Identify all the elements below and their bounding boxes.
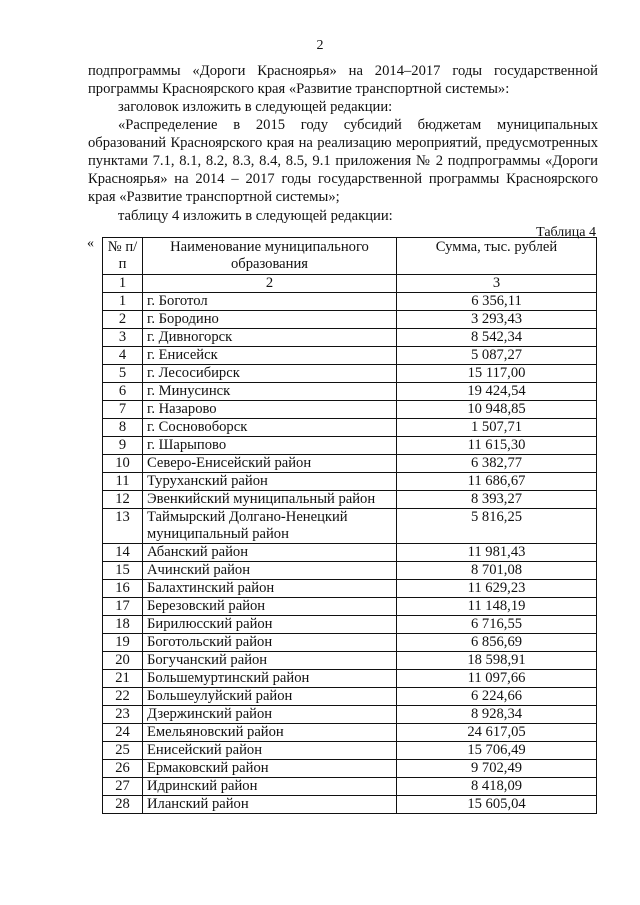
row-number: 10: [103, 455, 143, 473]
table-row: [103, 347, 597, 365]
row-sum: 6 224,66: [397, 688, 597, 706]
row-number: 22: [103, 688, 143, 706]
row-municipality: Дзержинский район: [143, 706, 397, 724]
row-sum: 11 615,30: [397, 437, 597, 455]
table-row: [103, 580, 597, 598]
row-sum: 3 293,43: [397, 311, 597, 329]
row-number: 13: [103, 509, 143, 544]
row-number: 8: [103, 419, 143, 437]
table-header-row: [103, 238, 597, 275]
row-municipality: г. Боготол: [143, 293, 397, 311]
row-municipality: Боготольский район: [143, 634, 397, 652]
table-row: [103, 311, 597, 329]
row-sum: 8 393,27: [397, 491, 597, 509]
row-number: 17: [103, 598, 143, 616]
row-sum: 9 702,49: [397, 760, 597, 778]
table-row: [103, 724, 597, 742]
row-number: 2: [103, 311, 143, 329]
row-number: 4: [103, 347, 143, 365]
table-row: [103, 760, 597, 778]
row-sum: 8 928,34: [397, 706, 597, 724]
row-municipality: Енисейский район: [143, 742, 397, 760]
table-row: [103, 437, 597, 455]
subsidy-table: [102, 237, 597, 814]
row-number: 9: [103, 437, 143, 455]
row-municipality: Емельяновский район: [143, 724, 397, 742]
intro-paragraph: подпрограммы «Дороги Красноярья» на 2014–2017 годы государственной программы Красноярского края «Развитие транспортной системы»:: [88, 63, 598, 97]
table-row: [103, 365, 597, 383]
row-municipality: Северо-Енисейский район: [143, 455, 397, 473]
row-municipality: Идринский район: [143, 778, 397, 796]
row-number: 11: [103, 473, 143, 491]
row-municipality: г. Лесосибирск: [143, 365, 397, 383]
row-municipality: Балахтинский район: [143, 580, 397, 598]
row-sum: 11 981,43: [397, 544, 597, 562]
table-row: [103, 796, 597, 814]
row-number: 19: [103, 634, 143, 652]
heading-instruction: заголовок изложить в следующей редакции:: [118, 99, 393, 115]
table-row: [103, 329, 597, 347]
table-row: [103, 455, 597, 473]
table-row: [103, 670, 597, 688]
row-sum: 11 629,23: [397, 580, 597, 598]
row-municipality: Богучанский район: [143, 652, 397, 670]
column-index-cell: 2: [143, 275, 397, 293]
row-number: 27: [103, 778, 143, 796]
row-number: 20: [103, 652, 143, 670]
row-sum: 6 716,55: [397, 616, 597, 634]
table-instruction: таблицу 4 изложить в следующей редакции:: [118, 208, 393, 224]
row-number: 18: [103, 616, 143, 634]
row-number: 23: [103, 706, 143, 724]
row-sum: 6 356,11: [397, 293, 597, 311]
table-row: [103, 509, 597, 544]
row-municipality: Бирилюсский район: [143, 616, 397, 634]
row-number: 5: [103, 365, 143, 383]
table-row: [103, 473, 597, 491]
row-municipality: Туруханский район: [143, 473, 397, 491]
row-sum: 1 507,71: [397, 419, 597, 437]
row-sum: 6 382,77: [397, 455, 597, 473]
table-open-quote: «: [87, 236, 94, 251]
row-municipality: Иланский район: [143, 796, 397, 814]
row-number: 1: [103, 293, 143, 311]
row-number: 26: [103, 760, 143, 778]
table-row: [103, 652, 597, 670]
table-row: [103, 293, 597, 311]
row-number: 12: [103, 491, 143, 509]
row-number: 21: [103, 670, 143, 688]
row-number: 24: [103, 724, 143, 742]
row-municipality: Эвенкийский муниципальный район: [143, 491, 397, 509]
row-municipality: Березовский район: [143, 598, 397, 616]
row-sum: 15 117,00: [397, 365, 597, 383]
row-sum: 11 148,19: [397, 598, 597, 616]
row-sum: 15 605,04: [397, 796, 597, 814]
row-municipality: г. Сосновоборск: [143, 419, 397, 437]
row-municipality: Большеулуйский район: [143, 688, 397, 706]
page-number: 2: [316, 38, 324, 53]
table-row: [103, 562, 597, 580]
row-sum: 11 097,66: [397, 670, 597, 688]
table-row: [103, 634, 597, 652]
row-sum: 11 686,67: [397, 473, 597, 491]
column-index-cell: 1: [103, 275, 143, 293]
row-sum: 15 706,49: [397, 742, 597, 760]
row-number: 15: [103, 562, 143, 580]
row-municipality: г. Шарыпово: [143, 437, 397, 455]
row-number: 28: [103, 796, 143, 814]
header-num: № п/п: [103, 238, 143, 275]
row-number: 16: [103, 580, 143, 598]
table-row: [103, 419, 597, 437]
table-row: [103, 491, 597, 509]
table-row: [103, 616, 597, 634]
row-municipality: Ермаковский район: [143, 760, 397, 778]
row-number: 3: [103, 329, 143, 347]
column-index-row: [103, 275, 597, 293]
table-row: [103, 706, 597, 724]
row-sum: 8 701,08: [397, 562, 597, 580]
header-sum: Сумма, тыс. рублей: [397, 238, 597, 275]
new-heading-paragraph: «Распределение в 2015 году субсидий бюджетам муниципальных образований Красноярского края на реализацию мероприятий, предусмотренных пунктами 7.1, 8.1, 8.2, 8.3, 8.4, 8.5, 9.1 приложения № 2 подпрограммы «Дороги Красноярья» на 2014 – 2017 годы государственной программы Красноярского края «Развитие транспортной системы»;: [88, 117, 598, 205]
row-sum: 24 617,05: [397, 724, 597, 742]
row-municipality: г. Минусинск: [143, 383, 397, 401]
row-sum: 8 542,34: [397, 329, 597, 347]
row-municipality: Ачинский район: [143, 562, 397, 580]
table-row: [103, 688, 597, 706]
table-row: [103, 401, 597, 419]
row-sum: 5 816,25: [397, 509, 597, 544]
header-name: Наименование муниципального образования: [143, 238, 397, 275]
row-municipality: г. Бородино: [143, 311, 397, 329]
row-sum: 18 598,91: [397, 652, 597, 670]
table-row: [103, 598, 597, 616]
row-sum: 10 948,85: [397, 401, 597, 419]
row-municipality: Большемуртинский район: [143, 670, 397, 688]
table-body: [103, 293, 597, 814]
row-number: 7: [103, 401, 143, 419]
row-municipality: г. Назарово: [143, 401, 397, 419]
row-sum: 19 424,54: [397, 383, 597, 401]
table-row: [103, 742, 597, 760]
row-sum: 5 087,27: [397, 347, 597, 365]
row-municipality: г. Дивногорск: [143, 329, 397, 347]
row-sum: 8 418,09: [397, 778, 597, 796]
table-row: [103, 383, 597, 401]
row-municipality: г. Енисейск: [143, 347, 397, 365]
row-sum: 6 856,69: [397, 634, 597, 652]
row-number: 14: [103, 544, 143, 562]
table-caption: Таблица 4: [536, 225, 596, 240]
row-number: 6: [103, 383, 143, 401]
row-municipality: Абанский район: [143, 544, 397, 562]
row-municipality: Таймырский Долгано-Ненецкий муниципальный район: [143, 509, 397, 544]
table-row: [103, 778, 597, 796]
table-row: [103, 544, 597, 562]
row-number: 25: [103, 742, 143, 760]
column-index-cell: 3: [397, 275, 597, 293]
